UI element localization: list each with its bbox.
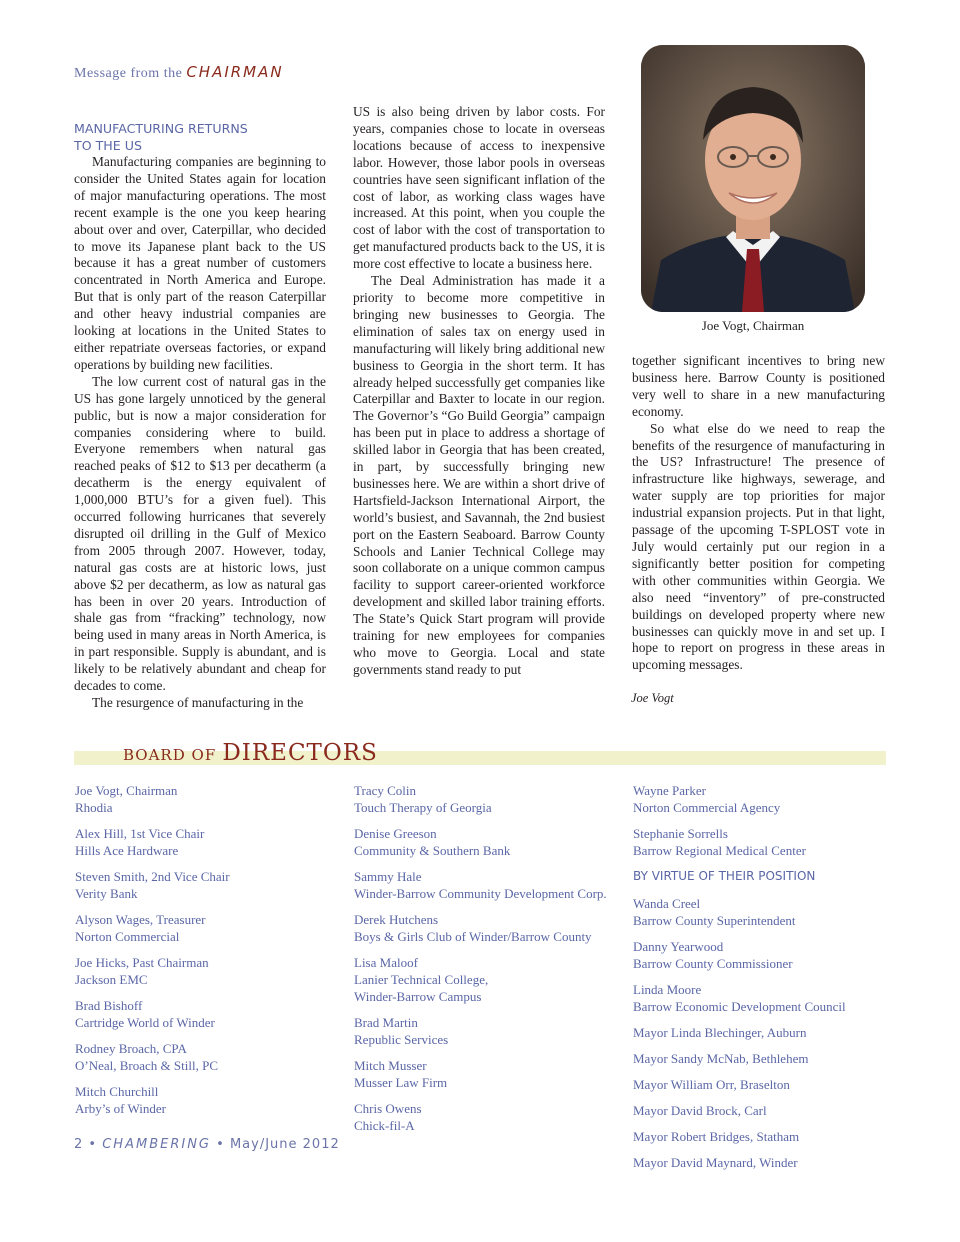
board-member	[633, 782, 893, 816]
signature: Joe Vogt	[631, 691, 674, 705]
member-name: Derek Hutchens	[354, 912, 439, 927]
member-name: Joe Hicks, Past Chairman	[75, 955, 209, 970]
board-member	[75, 1040, 335, 1074]
member-org: Chick-fil-A	[354, 1118, 415, 1133]
article-paragraph: So what else do we need to reap the benefits of the resurgence of manufacturing in the US? Infrastructure! The presence of infrastructure like highways, sewerage, and water supply are top priorities for major industrial expansion projects. Put in that light, passage of the upcoming T-SPLOST vote in July would certainly put our region in a significantly better position for competing with other communities within Georgia. We also need “inventory” of pre-constructed buildings on developed property where new businesses can quickly move in and set up. I hope to report on progress in these areas in upcoming messages.	[632, 420, 885, 673]
member-name: Mayor Sandy McNab, Bethlehem	[633, 1051, 809, 1066]
board-member	[633, 938, 893, 972]
board-member	[633, 981, 893, 1015]
board-column-1	[75, 782, 335, 1126]
article-paragraph: together significant incentives to bring new business here. Barrow County is positioned very well to share in a new manufacturing economy.	[632, 353, 885, 419]
board-member	[633, 895, 893, 929]
article-paragraph: Manufacturing companies are beginning to consider the United States again for location of major manufacturing operations. The most recent example is the one you keep hearing about over and over, Caterpillar, who decided to move its Japanese plant back to the US because it has a great number of customers concentrated in North America and Europe. But that is only part of the reason Caterpillar and other heavy industrial companies are looking at locations in the United States to either repatriate overseas factories, or expand operations by building new facilities.	[74, 154, 326, 372]
member-org: Musser Law Firm	[354, 1075, 448, 1090]
member-org: Winder-Barrow Campus	[354, 989, 482, 1004]
board-member	[75, 868, 335, 902]
portrait-illustration	[641, 45, 865, 312]
article-heading-line-1: MANUFACTURING RETURNS	[74, 121, 248, 136]
member-name: Tracy Colin	[354, 783, 416, 798]
member-name: Mitch Musser	[354, 1058, 427, 1073]
member-name: Mayor Robert Bridges, Statham	[633, 1129, 800, 1144]
member-org: Winder-Barrow Community Development Corp.	[354, 886, 607, 901]
member-name: Danny Yearwood	[633, 939, 724, 954]
member-name: Mayor William Orr, Braselton	[633, 1077, 790, 1092]
member-org: Cartridge World of Winder	[75, 1015, 215, 1030]
member-name: Mayor Linda Blechinger, Auburn	[633, 1025, 807, 1040]
member-name: Alex Hill, 1st Vice Chair	[75, 826, 205, 841]
board-member	[633, 1024, 893, 1041]
member-org: Barrow Regional Medical Center	[633, 843, 806, 858]
member-org: Rhodia	[75, 800, 113, 815]
member-org: Republic Services	[354, 1032, 449, 1047]
header-title: CHAIRMAN	[186, 63, 284, 81]
member-name: Brad Bishoff	[75, 998, 143, 1013]
board-member	[75, 911, 335, 945]
member-name: Chris Owens	[354, 1101, 422, 1116]
photo-caption: Joe Vogt, Chairman	[701, 318, 805, 333]
page-number: 2	[74, 1137, 84, 1152]
member-name: Lisa Maloof	[354, 955, 418, 970]
member-org: Community & Southern Bank	[354, 843, 511, 858]
article-paragraph: The Deal Administration has made it a priority to become more competitive in bringing new businesses to Georgia. The elimination of sales tax on energy used in manufacturing will likely bring additional new business to Georgia in the short term. It has already helped successfully get companies like Caterpillar and Baxter to locate in our region. The Governor’s “Go Build Georgia” campaign has been put in place to address a shortage of skilled labor in Georgia that has been created, in part, by successfully bringing new businesses here. We are within a short drive of Hartsfield-Jackson International Airport, the world’s busiest, and Savannah, the 2nd busiest port on the Eastern Seaboard. Barrow County Schools and Lanier Technical College may soon collaborate on a unique common campus facility to support career-oriented workforce development and skilled labor training efforts. The State’s Quick Start program will provide training for new employees for companies who move to Georgia. Local and state governments stand ready to put	[353, 273, 605, 677]
publication-name: CHAMBERING	[102, 1137, 211, 1152]
member-name: Rodney Broach, CPA	[75, 1041, 187, 1056]
board-member	[633, 1050, 893, 1067]
member-org: Barrow County Commissioner	[633, 956, 793, 971]
board-member	[75, 782, 335, 816]
member-name: Wayne Parker	[633, 783, 706, 798]
board-column-3	[633, 782, 893, 1180]
member-name: Mitch Churchill	[75, 1084, 159, 1099]
board-member	[633, 1128, 893, 1145]
member-org: Barrow County Superintendent	[633, 913, 796, 928]
board-title-small: BOARD OF	[123, 746, 217, 764]
board-member	[354, 868, 624, 902]
board-member	[75, 997, 335, 1031]
member-org: Norton Commercial	[75, 929, 180, 944]
board-member	[75, 954, 335, 988]
article-paragraph: The resurgence of manufacturing in the	[92, 695, 304, 710]
member-name: Sammy Hale	[354, 869, 422, 884]
member-org: Arby’s of Winder	[75, 1101, 166, 1116]
member-org: Jackson EMC	[75, 972, 148, 987]
member-org: Verity Bank	[75, 886, 138, 901]
board-member	[633, 825, 893, 859]
board-member	[354, 825, 624, 859]
member-name: Mayor David Maynard, Winder	[633, 1155, 798, 1170]
member-name: Denise Greeson	[354, 826, 437, 841]
board-title-big: DIRECTORS	[222, 740, 378, 766]
article-heading	[74, 120, 326, 154]
article-column-1	[74, 120, 326, 712]
chairman-photo	[641, 45, 865, 312]
member-name: Mayor David Brock, Carl	[633, 1103, 767, 1118]
article-paragraph: US is also being driven by labor costs. For years, companies chose to locate in overseas locations because of access to inexpensive labor. However, those labor pools in overseas countries have seen significant inflation of the cost of labor, as working class wages have increased. At this point, when you couple the cost of labor with the cost of transportation to get manufactured products back to the US, it is more cost effective to locate a business here.	[353, 104, 605, 272]
member-org: Barrow Economic Development Council	[633, 999, 846, 1014]
board-member	[75, 825, 335, 859]
board-member	[75, 1083, 335, 1117]
board-member	[354, 911, 624, 945]
board-member	[633, 1154, 893, 1171]
member-org: Norton Commercial Agency	[633, 800, 781, 815]
board-member	[354, 1100, 624, 1134]
board-column-2	[354, 782, 624, 1143]
article-column-3	[632, 353, 885, 674]
member-name: Wanda Creel	[633, 896, 701, 911]
page-footer	[74, 1137, 340, 1152]
section-header	[74, 63, 284, 82]
member-name: Joe Vogt, Chairman	[75, 783, 178, 798]
member-org: Lanier Technical College,	[354, 972, 489, 987]
member-org: Hills Ace Hardware	[75, 843, 179, 858]
board-member	[354, 1057, 624, 1091]
member-name: Linda Moore	[633, 982, 702, 997]
virtue-heading: BY VIRTUE OF THEIR POSITION	[633, 869, 816, 883]
member-name: Alyson Wages, Treasurer	[75, 912, 206, 927]
member-name: Stephanie Sorrells	[633, 826, 728, 841]
member-name: Brad Martin	[354, 1015, 418, 1030]
board-member	[354, 782, 624, 816]
bullet: •	[88, 1137, 98, 1152]
board-title	[123, 740, 378, 766]
header-prefix: Message from the	[74, 66, 183, 81]
member-org: O’Neal, Broach & Still, PC	[75, 1058, 218, 1073]
member-org: Touch Therapy of Georgia	[354, 800, 492, 815]
board-member	[354, 1014, 624, 1048]
member-name: Steven Smith, 2nd Vice Chair	[75, 869, 230, 884]
member-org: Boys & Girls Club of Winder/Barrow County	[354, 929, 592, 944]
board-member	[633, 1076, 893, 1093]
article-paragraph: The low current cost of natural gas in the US has gone largely unnoticed by the general public, but is now a major consideration for companies considering where to build. Everyone remembers when natural gas reached peaks of $12 to $13 per decatherm (a decatherm is the energy equivalent of 1,000,000 BTU’s for a given fuel). This occurred following hurricanes that severely disrupted oil drilling in the Gulf of Mexico from 2005 through 2007. However, today, natural gas costs are at historic lows, just above $2 per decatherm, as low as natural gas has been in over 20 years. Introduction of shale gas from “fracking” technology, now being used in many areas in North America, is in part responsible. Supply is abundant, and is likely to be relatively abundant and cheap for decades to come.	[74, 373, 326, 694]
issue-date: May/June 2012	[229, 1137, 340, 1152]
article-column-2	[353, 104, 605, 679]
article-heading-line-2: TO THE US	[74, 138, 142, 153]
board-member	[354, 954, 624, 1005]
board-member	[633, 1102, 893, 1119]
bullet: •	[216, 1137, 225, 1152]
